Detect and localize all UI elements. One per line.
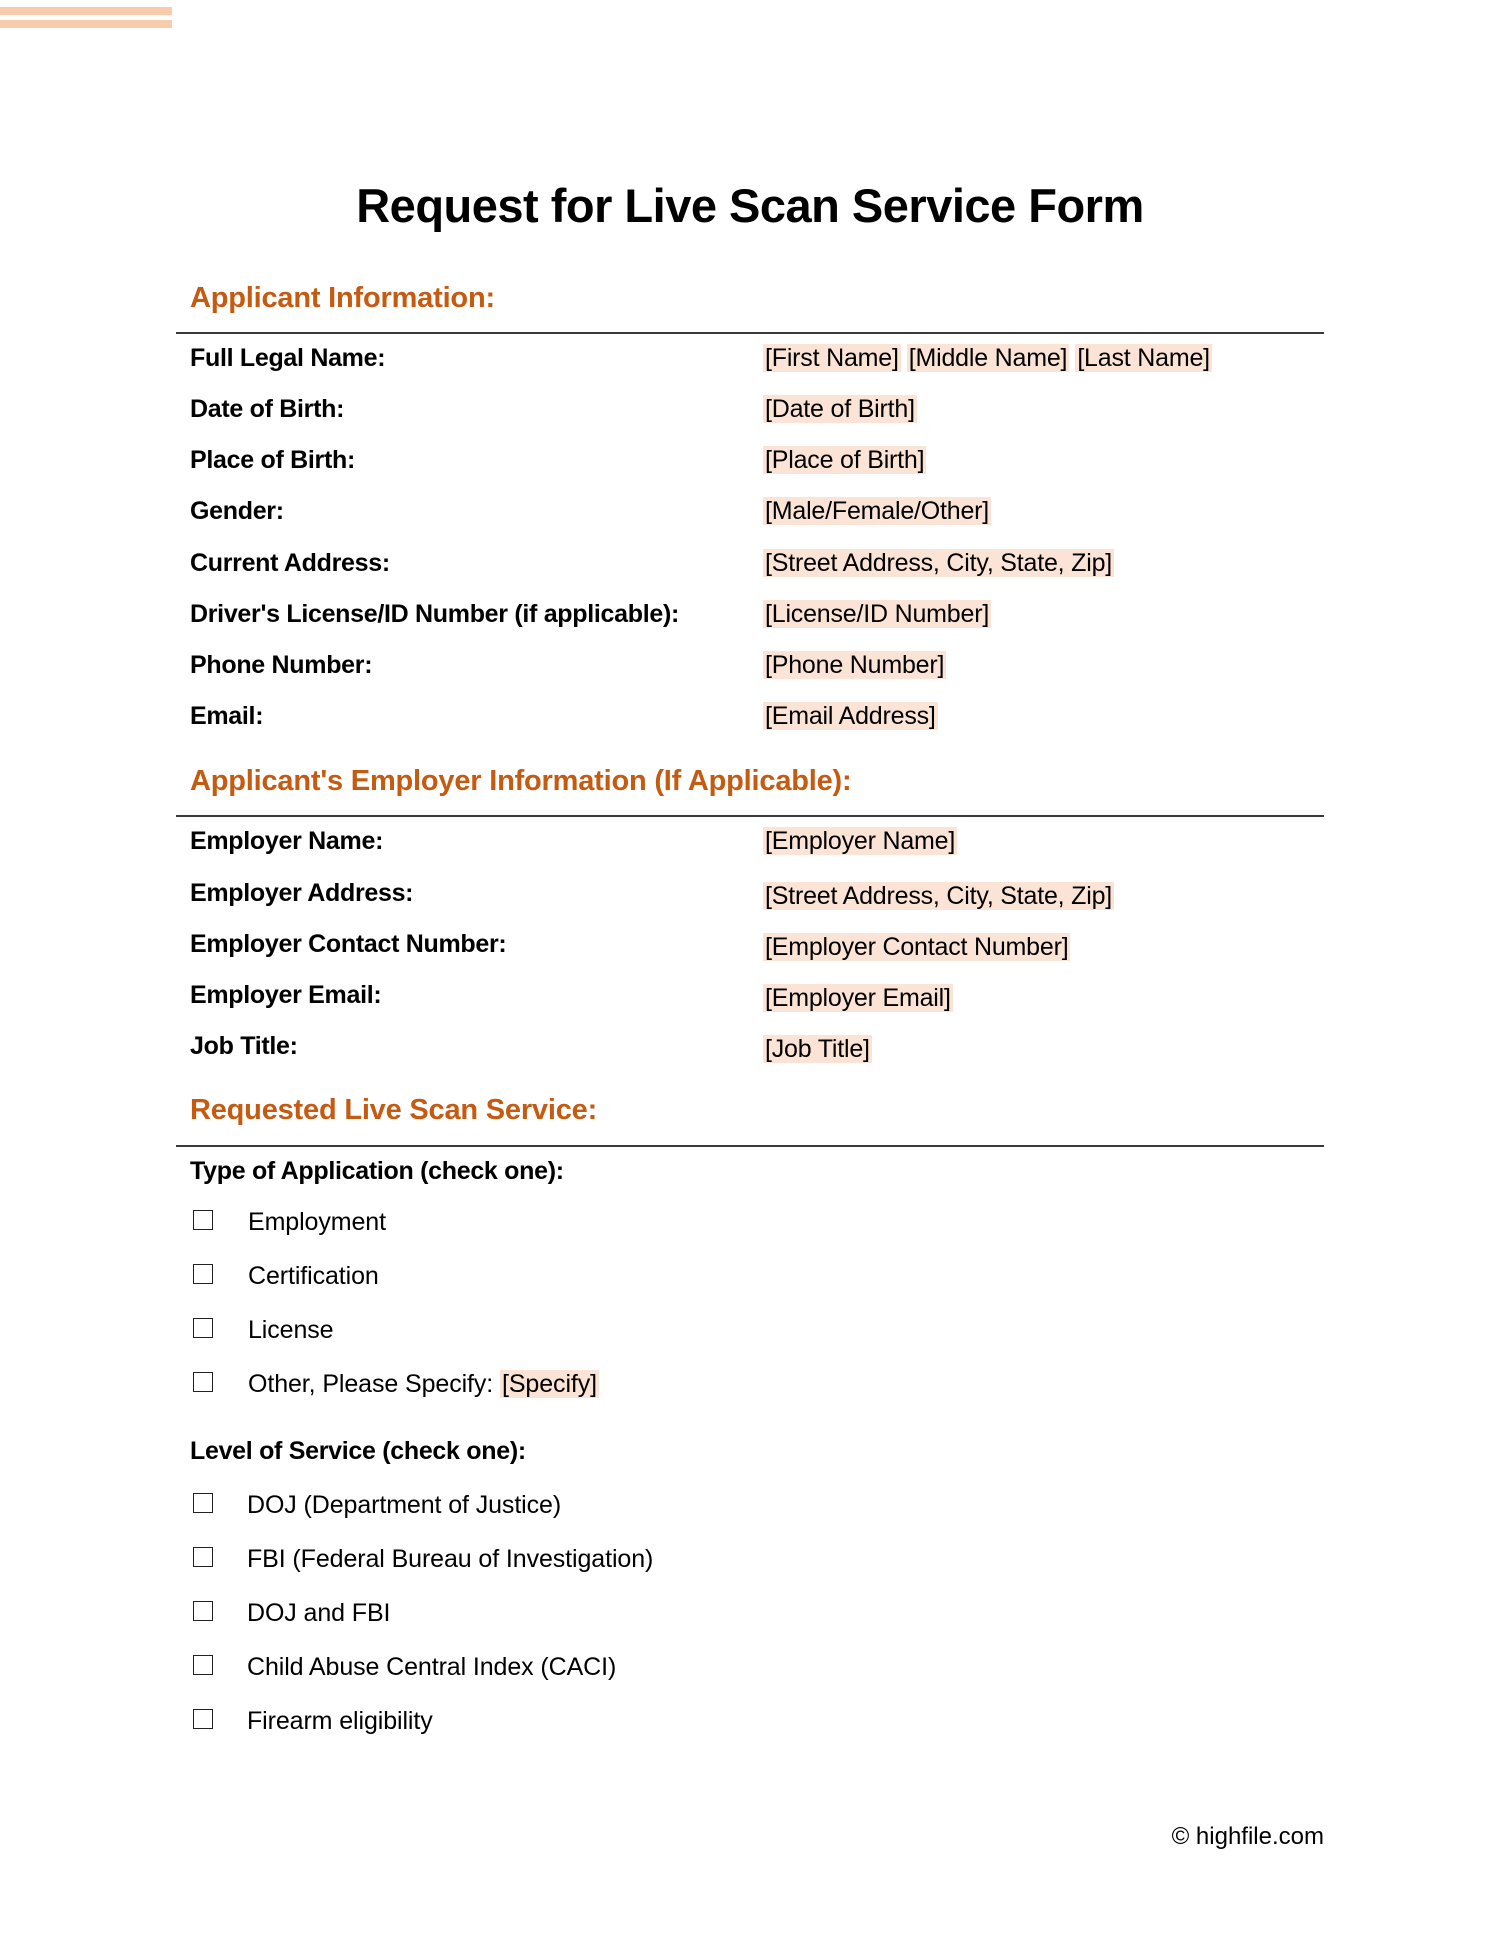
job-title-field[interactable]: [Job Title] <box>765 1035 870 1063</box>
checkbox-label: Certification <box>248 1262 379 1290</box>
field-label: Driver's License/ID Number (if applicable): <box>190 600 680 628</box>
specify-field[interactable]: [Specify] <box>502 1370 597 1398</box>
field-label: Employer Address: <box>190 879 414 907</box>
field-label: Job Title: <box>190 1032 298 1060</box>
section-divider <box>176 332 1324 334</box>
checkbox-item-doj-and-fbi[interactable] <box>0 1595 1500 1631</box>
other-label: Other, Please Specify: <box>248 1370 494 1398</box>
copyright-footer: © highfile.com <box>1171 1823 1324 1850</box>
field-label: Email: <box>190 702 264 730</box>
checkbox-item-employment[interactable] <box>0 1204 1500 1240</box>
checkbox-label: FBI (Federal Bureau of Investigation) <box>247 1545 654 1573</box>
checkbox-icon[interactable] <box>193 1655 213 1675</box>
email-field[interactable]: [Email Address] <box>765 702 936 730</box>
place-of-birth-field[interactable]: [Place of Birth] <box>765 446 925 474</box>
employer-address-field[interactable]: [Street Address, City, State, Zip] <box>765 882 1113 910</box>
checkbox-item-other[interactable] <box>0 1366 1500 1402</box>
field-row-employer-contact <box>0 926 1500 962</box>
date-of-birth-field[interactable]: [Date of Birth] <box>765 395 915 423</box>
service-level-label: Level of Service (check one): <box>190 1437 526 1465</box>
employer-name-field[interactable]: [Employer Name] <box>765 827 956 855</box>
field-label: Employer Email: <box>190 981 382 1009</box>
field-row-phone-number <box>0 647 1500 683</box>
field-label: Phone Number: <box>190 651 373 679</box>
field-row-place-of-birth <box>0 442 1500 478</box>
field-row-license-id <box>0 596 1500 632</box>
checkbox-icon[interactable] <box>193 1709 213 1729</box>
field-label: Place of Birth: <box>190 446 355 474</box>
field-row-job-title <box>0 1028 1500 1064</box>
field-row-employer-name <box>0 823 1500 859</box>
field-row-gender <box>0 493 1500 529</box>
header-stripe-top <box>0 7 172 15</box>
checkbox-label: Firearm eligibility <box>247 1707 433 1735</box>
middle-name-field[interactable]: [Middle Name] <box>908 344 1068 372</box>
checkbox-label: Child Abuse Central Index (CACI) <box>247 1653 617 1681</box>
checkbox-label: Employment <box>248 1208 386 1236</box>
field-row-current-address <box>0 545 1500 581</box>
checkbox-item-doj[interactable] <box>0 1487 1500 1523</box>
field-label: Current Address: <box>190 549 390 577</box>
field-label: Date of Birth: <box>190 395 345 423</box>
checkbox-label: DOJ (Department of Justice) <box>247 1491 562 1519</box>
employer-contact-field[interactable]: [Employer Contact Number] <box>765 933 1069 961</box>
checkbox-label: DOJ and FBI <box>247 1599 391 1627</box>
checkbox-label <box>248 1366 599 1402</box>
section-divider <box>176 1145 1324 1147</box>
field-value <box>763 340 1212 376</box>
field-row-email <box>0 698 1500 734</box>
first-name-field[interactable]: [First Name] <box>765 344 899 372</box>
header-stripe-bottom <box>0 20 172 28</box>
field-label: Employer Contact Number: <box>190 930 507 958</box>
section-divider <box>176 815 1324 817</box>
checkbox-item-caci[interactable] <box>0 1649 1500 1685</box>
application-type-label: Type of Application (check one): <box>190 1157 564 1185</box>
checkbox-icon[interactable] <box>193 1493 213 1513</box>
checkbox-icon[interactable] <box>193 1372 213 1392</box>
field-row-employer-email <box>0 977 1500 1013</box>
checkbox-icon[interactable] <box>193 1547 213 1567</box>
checkbox-label: License <box>248 1316 334 1344</box>
field-row-full-legal-name <box>0 340 1500 376</box>
last-name-field[interactable]: [Last Name] <box>1077 344 1210 372</box>
field-row-employer-address <box>0 875 1500 911</box>
section-heading-employer: Applicant's Employer Information (If Applicable): <box>190 765 852 797</box>
section-heading-service: Requested Live Scan Service: <box>190 1094 598 1126</box>
phone-number-field[interactable]: [Phone Number] <box>765 651 945 679</box>
checkbox-item-license[interactable] <box>0 1312 1500 1348</box>
checkbox-item-fbi[interactable] <box>0 1541 1500 1577</box>
employer-email-field[interactable]: [Employer Email] <box>765 984 951 1012</box>
license-id-field[interactable]: [License/ID Number] <box>765 600 990 628</box>
checkbox-item-firearm[interactable] <box>0 1703 1500 1739</box>
checkbox-icon[interactable] <box>193 1318 213 1338</box>
page-title: Request for Live Scan Service Form <box>356 179 1144 232</box>
current-address-field[interactable]: [Street Address, City, State, Zip] <box>765 549 1113 577</box>
section-heading-applicant: Applicant Information: <box>190 282 495 314</box>
checkbox-icon[interactable] <box>193 1601 213 1621</box>
field-label: Gender: <box>190 497 284 525</box>
field-label: Employer Name: <box>190 827 384 855</box>
field-row-date-of-birth <box>0 391 1500 427</box>
checkbox-icon[interactable] <box>193 1264 213 1284</box>
checkbox-icon[interactable] <box>193 1210 213 1230</box>
checkbox-item-certification[interactable] <box>0 1258 1500 1294</box>
field-label: Full Legal Name: <box>190 344 386 372</box>
gender-field[interactable]: [Male/Female/Other] <box>765 497 990 525</box>
